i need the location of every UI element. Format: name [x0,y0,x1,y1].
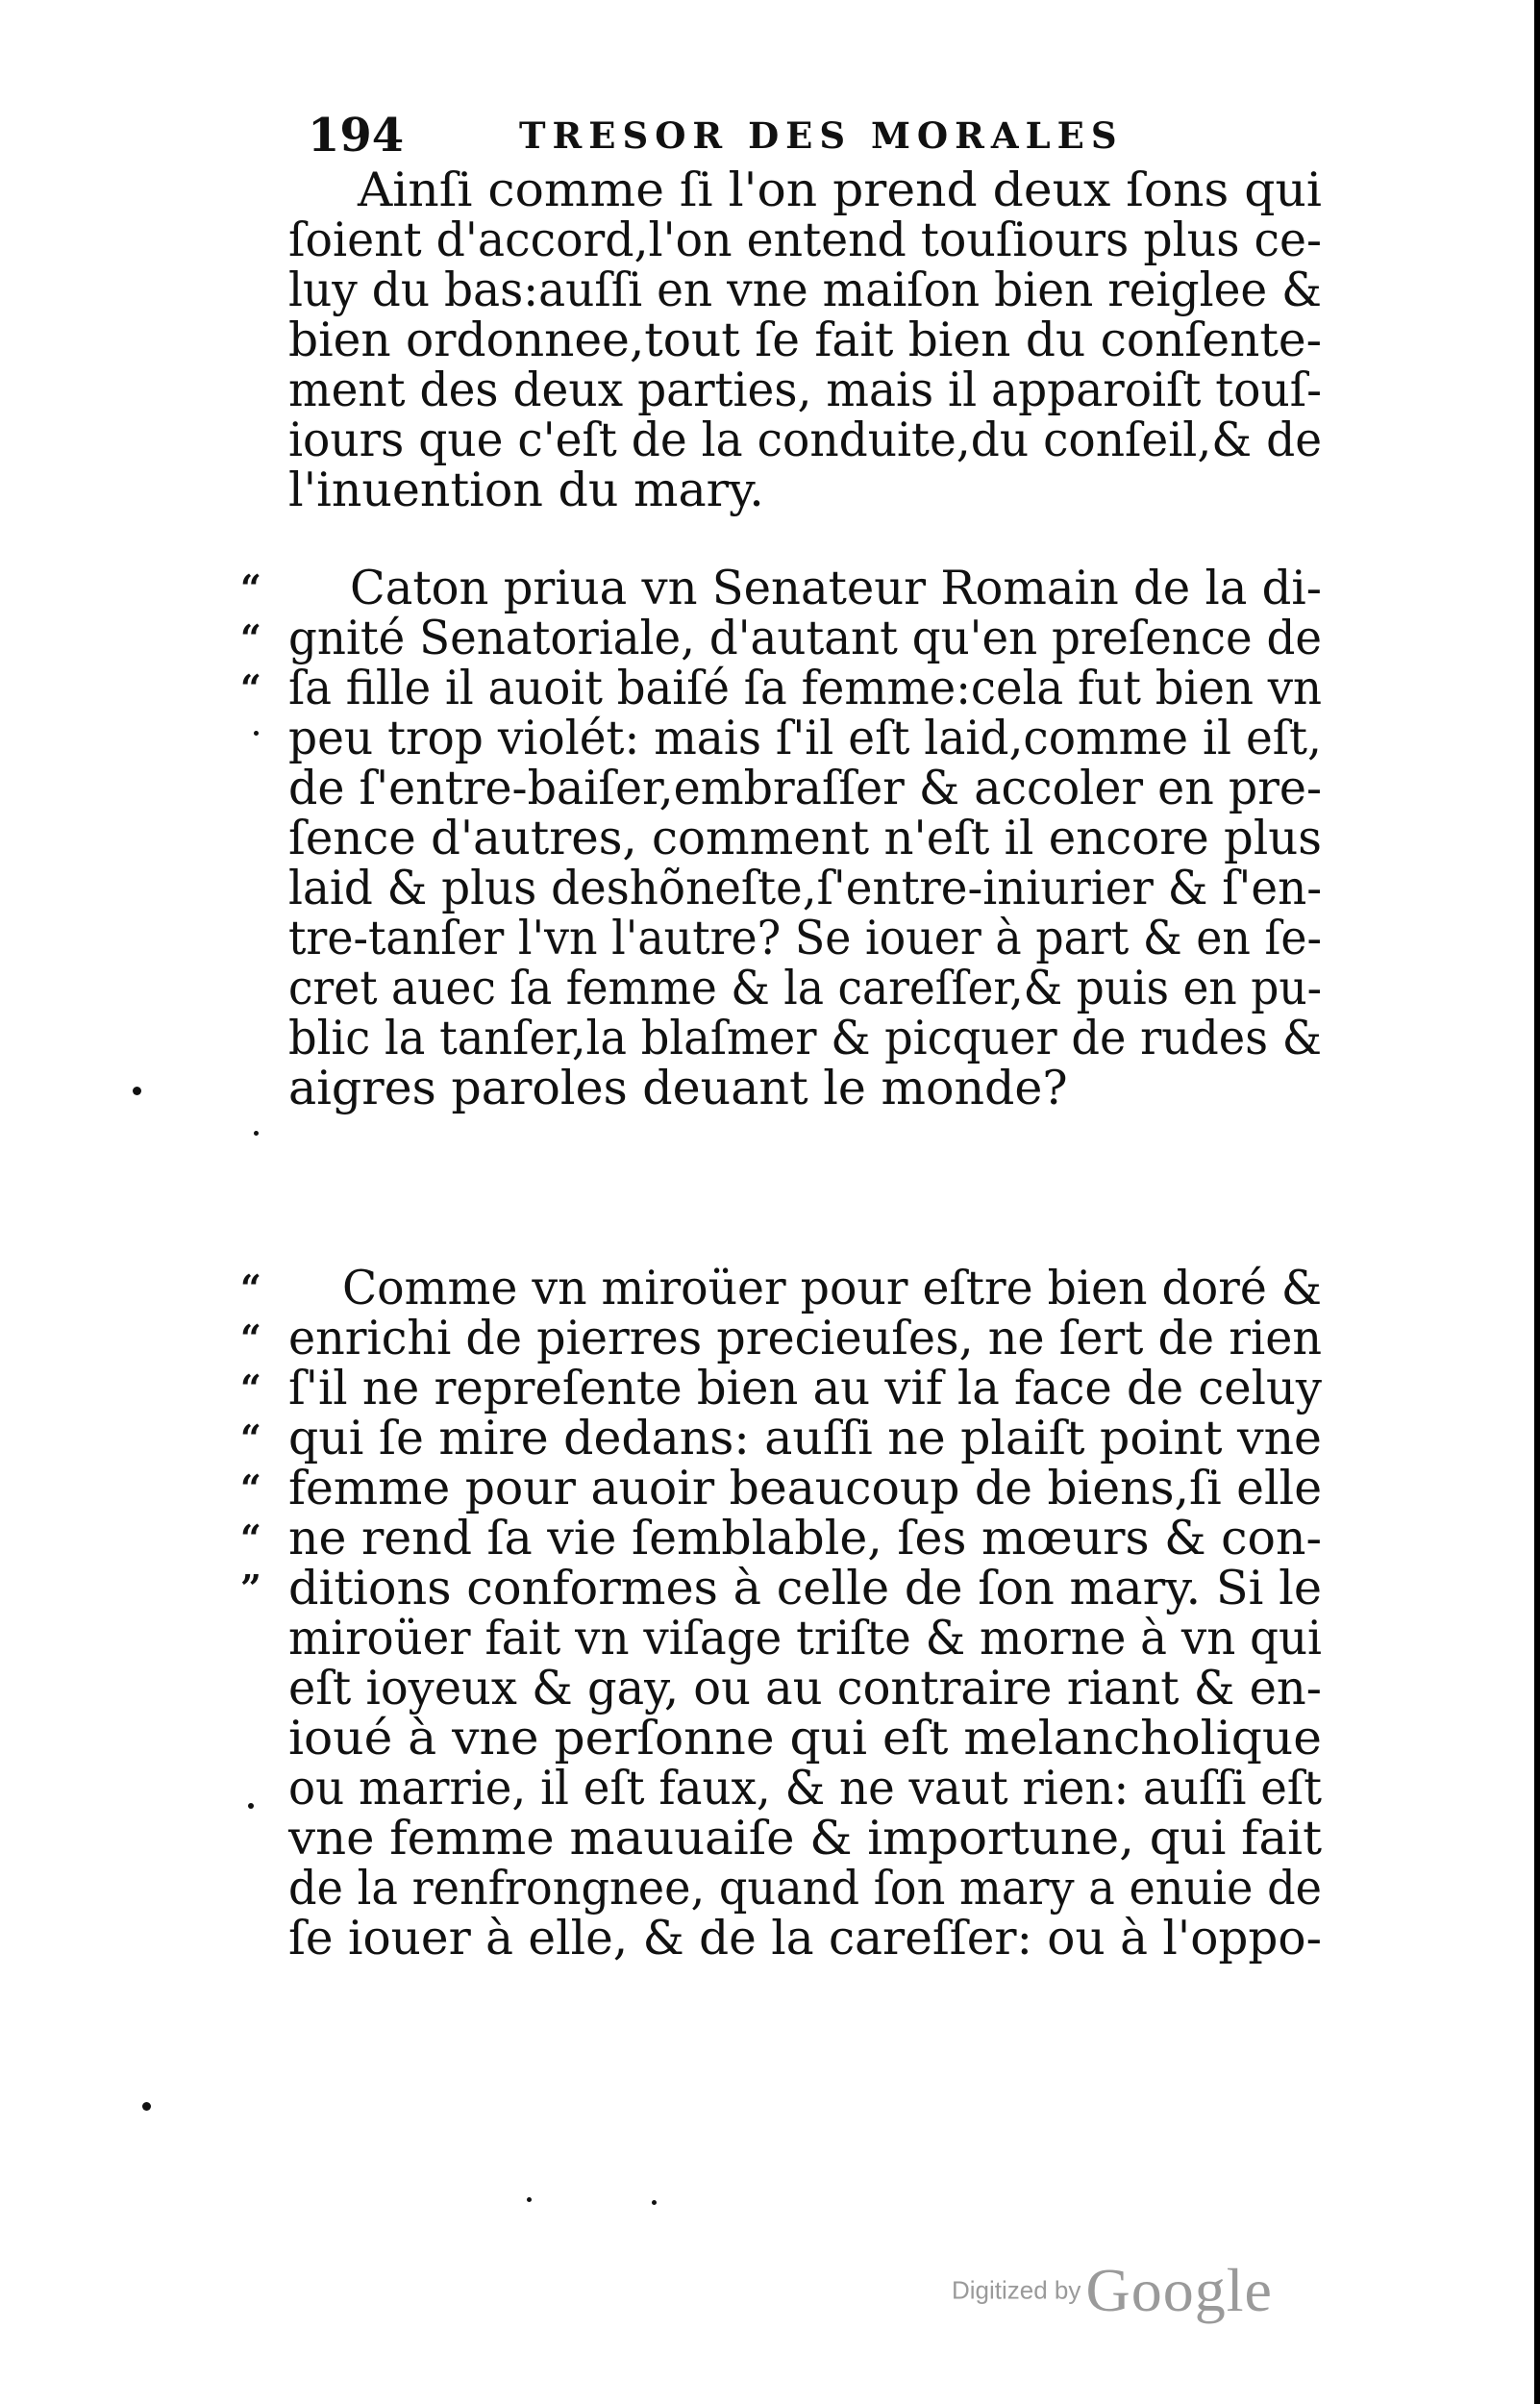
quote-marker: “ [240,616,261,660]
quote-marker: “ [240,666,261,710]
text-line: laid & plus deshõneſte,ſ'entre-iniurier & ſ'en- [288,861,1323,915]
text-line: peu trop violét: mais ſ'il eſt laid,comme il eſt, [288,711,1323,765]
scan-speck [527,2197,532,2202]
scan-speck [254,1131,259,1136]
text-line: cret auec ſa femme & la careſſer,& puis en pu- [288,961,1323,1015]
text-line: ſoient d'accord,l'on entend touſiours plus ce- [288,213,1323,267]
text-line: ſence d'autres, comment n'eſt il encore plus [288,811,1322,865]
text-line: Comme vn miroüer pour eſtre bien doré & [342,1261,1322,1315]
quote-marker: “ [240,1466,261,1510]
page-edge-border [1534,0,1540,2404]
scan-speck [652,2200,657,2205]
text-line: blic la tanſer,la blaſmer & picquer de rudes & [288,1011,1322,1065]
text-line: ſe iouer à elle, & de la careſſer: ou à l'oppo- [288,1911,1322,1966]
digitized-by-google-watermark [952,2255,1273,2326]
text-line: Caton priua vn Senateur Romain de la di- [350,561,1322,615]
text-line: ne rend ſa vie ſemblable, ſes mœurs & con- [288,1511,1322,1565]
digitized-by-label: Digitized by [952,2275,1081,2305]
quote-marker: “ [240,1516,261,1560]
text-line: ou marrie, il eſt faux, & ne vaut rien: auſſi eſt [288,1761,1322,1816]
text-line: aigres paroles deuant le monde? [288,1061,1068,1115]
quote-marker: “ [240,1416,261,1460]
page-header [288,104,1250,167]
text-line: qui ſe mire dedans: auſſi ne plaiſt point vne [288,1411,1322,1465]
quote-marker: “ [240,1266,261,1310]
google-logo: Google [1085,2256,1273,2324]
text-line: l'inuention du mary. [288,463,764,517]
text-line: gnité Senatoriale, d'autant qu'en preſence de [288,611,1322,665]
quote-marker: “ [240,1366,261,1410]
scan-speck [248,1803,254,1809]
text-line: luy du bas:auſſi en vne maiſon bien reiglee & [288,263,1323,317]
text-line: de la renfrongnee, quand ſon mary a enuie de [288,1861,1323,1916]
text-line: ment des deux parties, mais il apparoiſt touſ- [288,363,1323,417]
text-line: enrichi de pierres precieuſes, ne ſert de rien [288,1311,1323,1365]
text-line: ſa fille il auoit baiſé ſa femme:cela fut bien vn [288,661,1323,715]
text-line: ſ'il ne repreſente bien au vif la face de celuy [288,1361,1323,1415]
quote-marker: “ [240,566,261,610]
text-line: miroüer fait vn viſage triſte & morne à vn qui [288,1611,1322,1665]
scan-speck [142,2102,151,2111]
text-line: eſt ioyeux & gay, ou au contraire riant & en- [288,1661,1322,1715]
scan-speck [133,1087,141,1095]
running-title: TRESOR DES MORALES [519,114,1124,157]
scan-speck [254,731,259,736]
text-line: ditions conformes à celle de ſon mary. Si le [288,1561,1323,1615]
page-number: 194 [308,109,405,163]
quote-marker: ” [240,1566,261,1610]
text-line: Ainſi comme ſi l'on prend deux ſons qui [358,163,1322,217]
text-line: bien ordonnee,tout ſe fait bien du conſente- [288,313,1323,367]
text-line: ioué à vne perſonne qui eſt melancholique [288,1711,1322,1765]
text-line: iours que c'eſt de la conduite,du conſeil,& de [288,413,1323,467]
text-line: tre-tanſer l'vn l'autre? Se iouer à part & en ſe- [288,911,1323,965]
text-line: femme pour auoir beaucoup de biens,ſi elle [288,1461,1323,1515]
text-line: vne femme mauuaiſe & importune, qui fait [288,1811,1323,1866]
quote-marker: “ [240,1316,261,1360]
text-line: de ſ'entre-baiſer,embraſſer & accoler en pre- [288,761,1323,815]
